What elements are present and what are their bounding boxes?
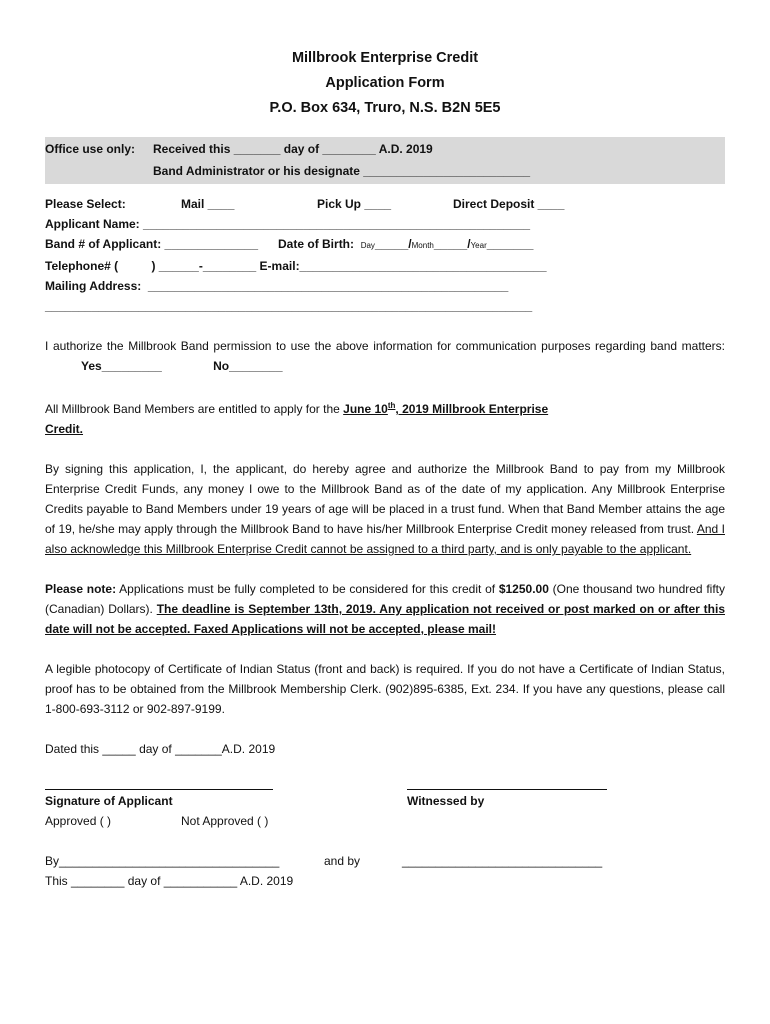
application-form — [45, 46, 725, 888]
note-text-2: (One thousand two hundred fifty (Canadian) Dollars). — [45, 582, 725, 616]
note-paragraph — [45, 579, 725, 639]
received-field[interactable]: Received this _______ day of ________ A.D. 2019 — [153, 142, 433, 156]
band-dob-row: Band # of Applicant: ______________ Date of Birth: Day_____/Month_____/Year_______ — [45, 237, 534, 251]
please-select-label: Please Select: — [45, 197, 126, 211]
no-option[interactable]: No________ — [213, 359, 283, 373]
agreement-paragraph — [45, 459, 725, 559]
credit-name-b: , 2019 Millbrook Enterprise — [395, 402, 549, 416]
dated-field[interactable]: Dated this _____ day of _______A.D. 2019 — [45, 742, 276, 756]
deadline-notice: The deadline is September 13th, 2019. Any application not received or post marked on or after this date will not be accepted. Faxed Applications will not be accepted, please mail! — [45, 602, 725, 636]
credit-name-sup: th — [387, 401, 396, 410]
entitled-text: All Millbrook Band Members are entitled to apply for the — [45, 402, 344, 416]
applicant-signature-line[interactable] — [45, 789, 273, 790]
dob-label: Date of Birth: — [278, 237, 355, 251]
mailing-address-field[interactable]: Mailing Address: ______________________________________________________ — [45, 279, 509, 293]
pickup-option[interactable]: Pick Up ____ — [317, 197, 392, 211]
approval-date-field[interactable]: This ________ day of ___________ A.D. 2019 — [45, 874, 294, 888]
dob-day-label: Day — [360, 241, 375, 250]
status-paragraph: A legible photocopy of Certificate of Indian Status (front and back) is required. If you do not have a Certificate of Indian Status, proof has to be obtained from the Millbrook Membership Clerk. (902)895-6385, Ext. 234. If you have any questions, please call 1-800-693-3112 or 902-897-9199. — [45, 662, 725, 716]
credit-amount: $1250.00 — [498, 582, 549, 596]
authorize-paragraph — [45, 336, 725, 376]
signature-of-applicant-label: Signature of Applicant — [45, 794, 173, 808]
delivery-select-row — [45, 194, 725, 214]
header-line-2: Application Form — [325, 75, 445, 91]
note-text-1: Applications must be fully completed to be considered for this credit of — [116, 582, 499, 596]
applicant-name-field[interactable]: Applicant Name: __________________________________________________________ — [45, 217, 531, 231]
office-use-label: Office use only: — [45, 142, 136, 156]
header-line-3: P.O. Box 634, Truro, N.S. B2N 5E5 — [269, 100, 501, 116]
agreement-acknowledgement: And I also acknowledge this Millbrook Enterprise Credit cannot be assigned to a third party, and is only payable to the applicant. — [45, 522, 725, 556]
not-approved-checkbox[interactable]: Not Approved ( ) — [181, 814, 269, 828]
telephone-email-field[interactable]: Telephone# ( ) ______-________ E-mail:_____________________________________ — [45, 259, 547, 273]
yes-option[interactable]: Yes_________ — [81, 359, 162, 373]
approved-checkbox[interactable]: Approved ( ) — [45, 814, 112, 828]
and-by-label: and by — [324, 854, 361, 868]
band-admin-field[interactable]: Band Administrator or his designate _________________________ — [153, 164, 531, 178]
credit-name-a: June 10 — [343, 402, 388, 416]
witness-signature-line[interactable] — [407, 789, 607, 790]
office-use-box — [45, 137, 725, 184]
dob-month-label: Month — [411, 241, 434, 250]
credit-name-c: Credit. — [45, 422, 84, 436]
form-header — [45, 46, 725, 121]
mail-option[interactable]: Mail ____ — [181, 197, 235, 211]
entitled-paragraph — [45, 396, 585, 439]
dob-year-label: Year — [470, 241, 487, 250]
witnessed-by-label: Witnessed by — [407, 794, 485, 808]
agreement-text: By signing this application, I, the applicant, do hereby agree and authorize the Millbrook Band to pay from my Millbrook Enterprise Credit Funds, any money I owe to the Millbrook Band as of the date of my application. Any Millbrook Enterprise Credits payable to Band Members under 19 years of age will be placed in a trust fund. When that Band Member attains the age of 19, he/she may apply through the Millbrook Band to have his/her Millbrook Enterprise Credit money released from trust. — [45, 462, 725, 536]
direct-deposit-option[interactable]: Direct Deposit ____ — [453, 197, 565, 211]
authorize-text: I authorize the Millbrook Band permission to use the above information for communication purposes regarding band matters: — [45, 339, 725, 353]
approved-by-field[interactable]: By_________________________________ — [45, 854, 280, 868]
note-label: Please note: — [45, 582, 117, 596]
and-by-field[interactable]: ______________________________ — [402, 854, 603, 868]
band-number-field[interactable]: Band # of Applicant: ______________ — [45, 237, 258, 251]
header-line-1: Millbrook Enterprise Credit — [291, 50, 479, 66]
signature-block — [45, 779, 725, 888]
mailing-address-line-2[interactable]: _________________________________________________________________________ — [45, 299, 533, 313]
